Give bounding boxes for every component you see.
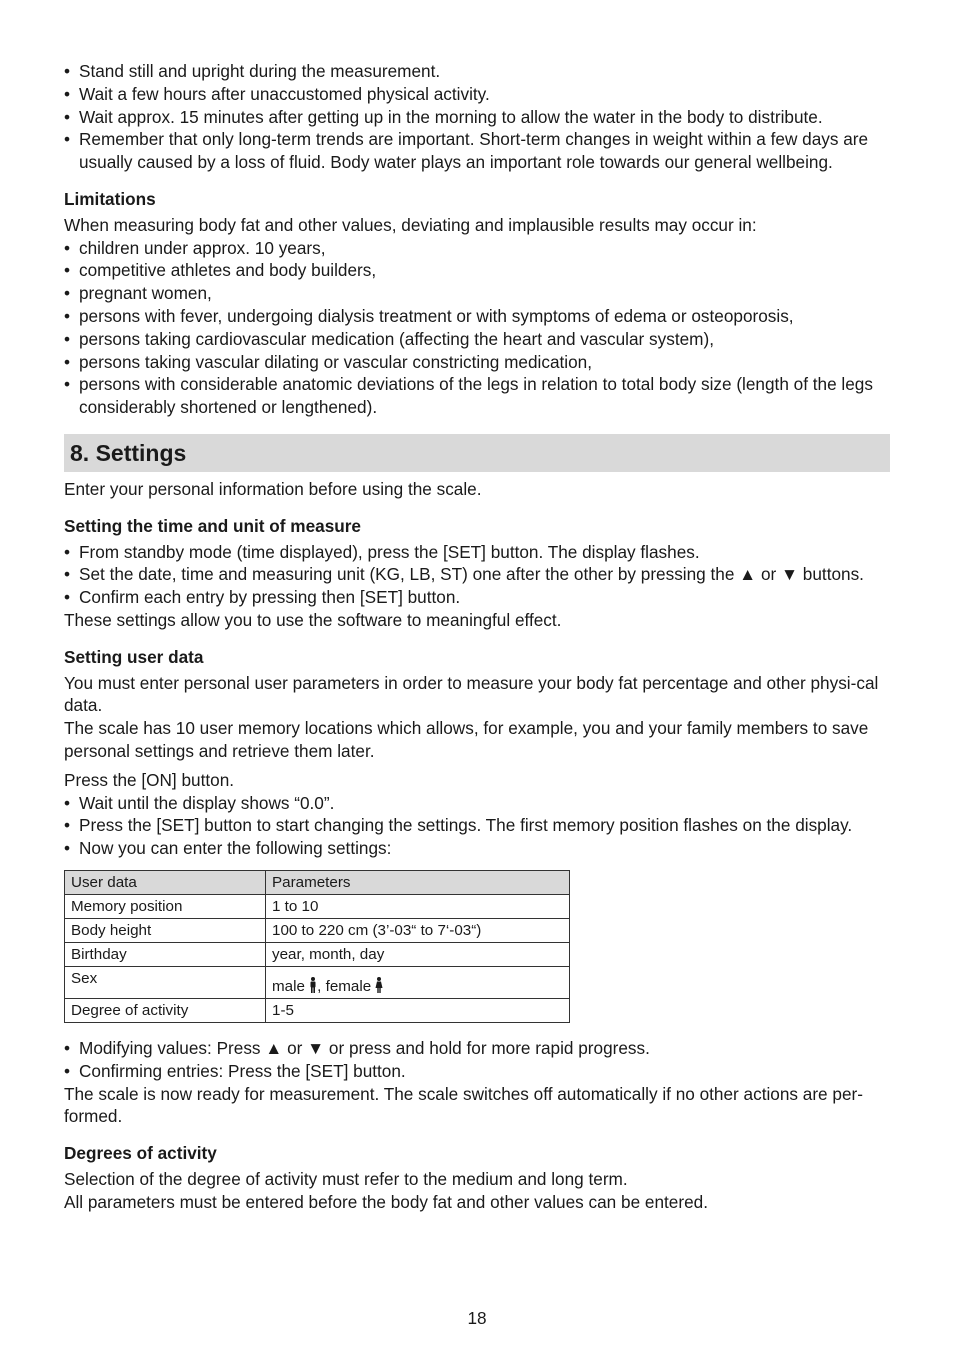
page-number: 18	[467, 1308, 487, 1328]
activity-heading: Degrees of activity	[64, 1143, 217, 1164]
list-item: • competitive athletes and body builders,	[64, 259, 890, 282]
list-item: • Remember that only long-term trends are important. Short-term changes in weight within a few days are usually caused by a loss of fluid. Body water plays an important role towards our general wellbeing.	[64, 128, 890, 174]
table-cell: 1 to 10	[266, 894, 570, 918]
ready-note: The scale is now ready for measurement. The scale switches off automatically if no other actions are per-formed.	[64, 1083, 863, 1127]
table-cell: Sex	[65, 966, 266, 998]
table-cell: 1-5	[266, 998, 570, 1022]
activity-para2: All parameters must be entered before the body fat and other values can be entered.	[64, 1191, 708, 1212]
time-unit-heading: Setting the time and unit of measure	[64, 515, 361, 536]
section-title: 8. Settings	[70, 439, 187, 466]
table-cell: Degree of activity	[65, 998, 266, 1022]
list-item: • persons taking vascular dilating or vascular constricting medication,	[64, 351, 890, 374]
list-item: • Press the [SET] button to start changing the settings. The first memory position flashes on the display.	[64, 814, 890, 837]
manual-page	[64, 60, 890, 1213]
press-on-instruction: Press the [ON] button.	[64, 769, 235, 790]
list-item: • Wait approx. 15 minutes after getting up in the morning to allow the water in the body to distribute.	[64, 106, 890, 129]
table-cell: Memory position	[65, 894, 266, 918]
person-female-icon	[375, 977, 383, 993]
list-item: • Modifying values: Press ▲ or ▼ or press and hold for more rapid progress.	[64, 1037, 890, 1060]
table-row	[65, 894, 570, 918]
user-data-heading: Setting user data	[64, 646, 204, 667]
limitations-list	[64, 237, 890, 419]
table-cell: Birthday	[65, 942, 266, 966]
list-item: • children under approx. 10 years,	[64, 237, 890, 260]
list-item: • Stand still and upright during the measurement.	[64, 60, 890, 83]
table-header-row	[65, 870, 570, 894]
list-item: • Confirming entries: Press the [SET] button.	[64, 1060, 890, 1083]
measurement-tips-list	[64, 60, 890, 174]
table-header-cell: User data	[65, 870, 266, 894]
modify-confirm-list	[64, 1037, 890, 1083]
list-item: • Now you can enter the following settings:	[64, 837, 890, 860]
person-male-icon	[309, 977, 317, 993]
list-item: • Set the date, time and measuring unit (KG, LB, ST) one after the other by pressing the ▲ or ▼ buttons.	[64, 563, 890, 586]
table-cell: 100 to 220 cm (3’-03“ to 7‘-03“)	[266, 918, 570, 942]
table-cell-sex	[266, 966, 570, 998]
activity-para1: Selection of the degree of activity must refer to the medium and long term.	[64, 1168, 628, 1189]
limitations-heading: Limitations	[64, 188, 156, 209]
list-item: • persons taking cardiovascular medication (affecting the heart and vascular system),	[64, 328, 890, 351]
limitations-intro: When measuring body fat and other values, deviating and implausible results may occur in:	[64, 214, 757, 235]
table-cell: year, month, day	[266, 942, 570, 966]
list-item: • persons with fever, undergoing dialysis treatment or with symptoms of edema or osteoporosis,	[64, 305, 890, 328]
user-data-para1: You must enter personal user parameters in order to measure your body fat percentage and other physi-cal data.	[64, 672, 879, 716]
list-item: • Wait a few hours after unaccustomed physical activity.	[64, 83, 890, 106]
section-header-settings	[64, 434, 890, 472]
sex-male-label: male	[272, 977, 305, 995]
table-row	[65, 942, 570, 966]
table-row	[65, 966, 570, 998]
user-data-steps	[64, 792, 890, 860]
list-item: • From standby mode (time displayed), press the [SET] button. The display flashes.	[64, 541, 890, 564]
list-item: • Confirm each entry by pressing then [SET] button.	[64, 586, 890, 609]
table-row	[65, 918, 570, 942]
sex-female-label: , female	[317, 977, 372, 995]
time-unit-note: These settings allow you to use the software to meaningful effect.	[64, 609, 562, 630]
table-row	[65, 998, 570, 1022]
user-data-table	[64, 870, 570, 1023]
time-unit-list	[64, 541, 890, 609]
table-cell: Body height	[65, 918, 266, 942]
user-data-para2: The scale has 10 user memory locations which allows, for example, you and your family members to save personal settings and retrieve them later.	[64, 718, 869, 761]
list-item: • Wait until the display shows “0.0”.	[64, 792, 890, 815]
list-item: • pregnant women,	[64, 282, 890, 305]
table-header-cell: Parameters	[266, 870, 570, 894]
settings-intro: Enter your personal information before using the scale.	[64, 478, 482, 499]
list-item: • persons with considerable anatomic deviations of the legs in relation to total body size (length of the legs considerably shortened or lengthened).	[64, 373, 890, 419]
